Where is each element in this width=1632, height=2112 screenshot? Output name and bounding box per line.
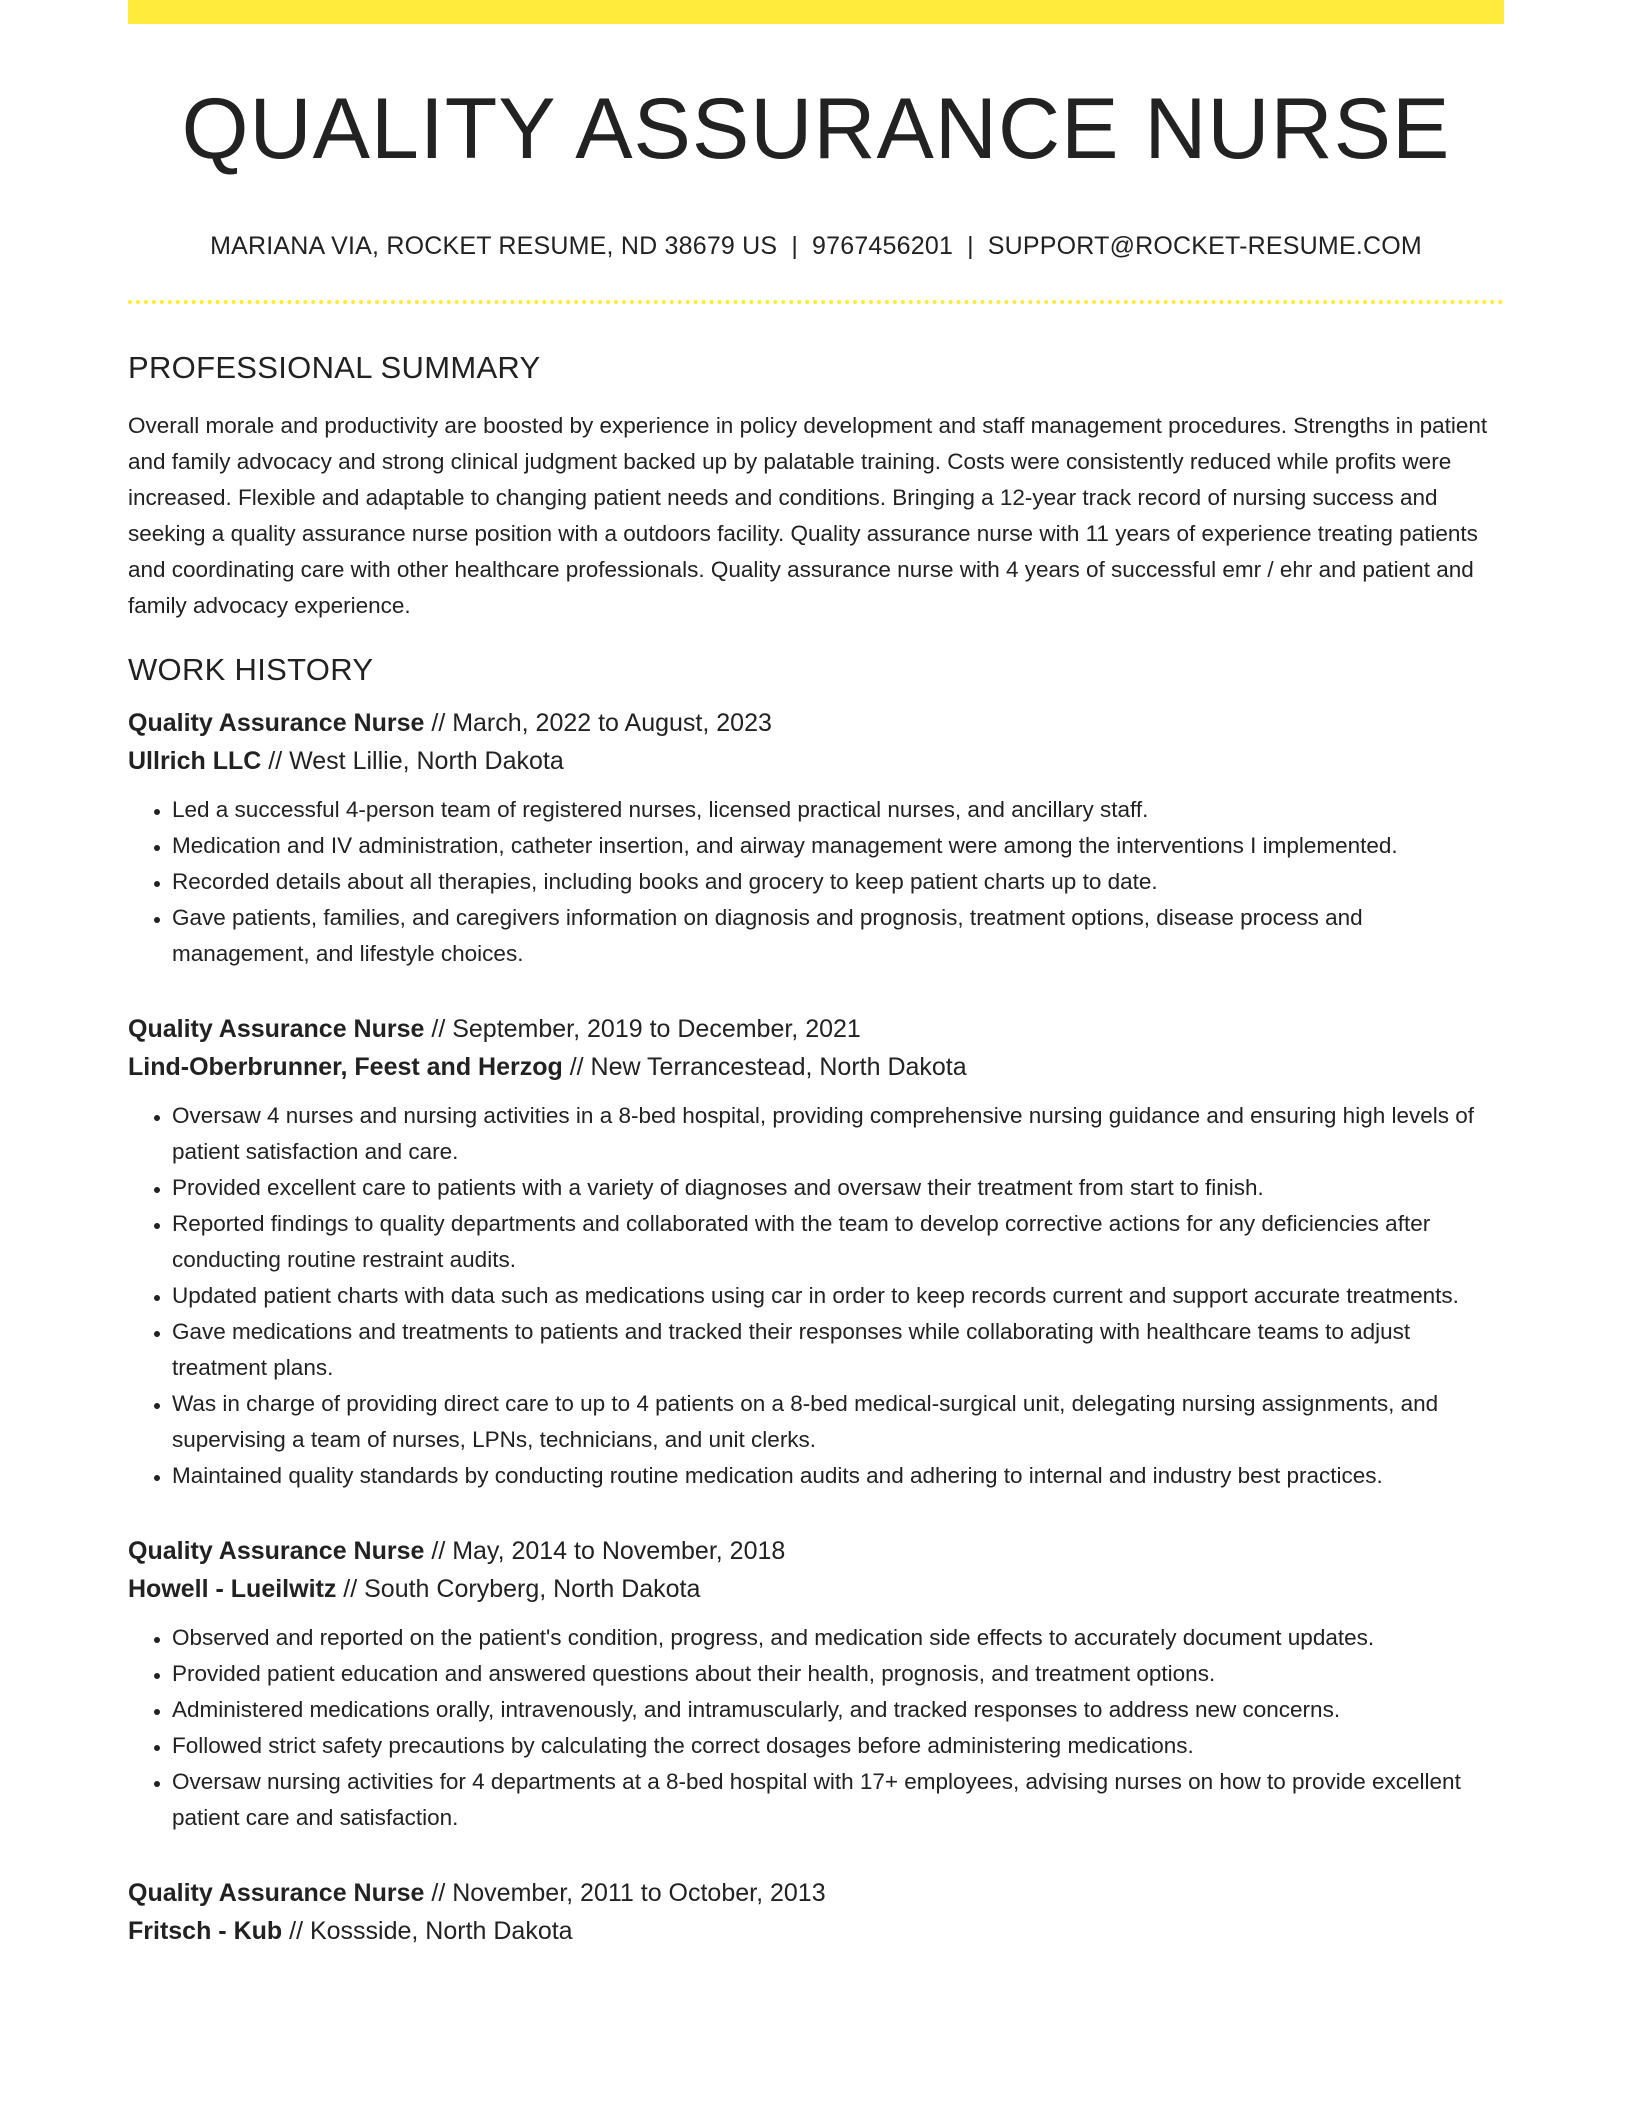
job-bullet: • Provided excellent care to patients with a variety of diagnoses and oversaw their treatment from start to finish.: [172, 1170, 1504, 1206]
job-title-line: [128, 1874, 1504, 1912]
job-bullet: • Led a successful 4-person team of registered nurses, licensed practical nurses, and ancillary staff.: [172, 792, 1504, 828]
job-entry: [128, 704, 1504, 972]
contact-separator: |: [967, 232, 974, 260]
job-location: // Kossside, North Dakota: [282, 1917, 573, 1945]
job-bullet: • Recorded details about all therapies, including books and grocery to keep patient charts up to date.: [172, 864, 1504, 900]
job-company-line: [128, 1048, 1504, 1086]
job-title: Quality Assurance Nurse: [128, 1015, 425, 1043]
job-bullet: • Oversaw nursing activities for 4 departments at a 8-bed hospital with 17+ employees, advising nurses on how to provide excellent patient care and satisfaction.: [172, 1764, 1504, 1836]
job-title-line: [128, 704, 1504, 742]
job-company-line: [128, 1912, 1504, 1950]
job-company: Howell - Lueilwitz: [128, 1575, 337, 1603]
work-history-list: [128, 704, 1504, 1950]
job-dates: // September, 2019 to December, 2021: [424, 1015, 861, 1043]
job-company: Ullrich LLC: [128, 747, 262, 775]
contact-line: [128, 230, 1504, 262]
job-bullet: • Oversaw 4 nurses and nursing activities in a 8-bed hospital, providing comprehensive nursing guidance and ensuring high levels of patient satisfaction and care.: [172, 1098, 1504, 1170]
job-title: Quality Assurance Nurse: [128, 709, 425, 737]
contact-phone: 9767456201: [812, 232, 954, 260]
job-bullet: • Gave patients, families, and caregivers information on diagnosis and prognosis, treatment options, disease process and management, and lifestyle choices.: [172, 900, 1504, 972]
summary-text: Overall morale and productivity are boosted by experience in policy development and staff management procedures. Strengths in patient and family advocacy and strong clinical judgment backed up by palatable training. Costs were consistently reduced while profits were increased. Flexible and adaptable to changing patient needs and conditions. Bringing a 12-year track record of nursing success and seeking a quality assurance nurse position with a outdoors facility. Quality assurance nurse with 11 years of experience treating patients and coordinating care with other healthcare professionals. Quality assurance nurse with 4 years of successful emr / ehr and patient and family advocacy experience.: [128, 413, 1488, 618]
page-title: QUALITY ASSURANCE NURSE: [181, 81, 1451, 177]
job-bullet: • Maintained quality standards by conducting routine medication audits and adhering to internal and industry best practices.: [172, 1458, 1504, 1494]
contact-address: MARIANA VIA, ROCKET RESUME, ND 38679 US: [210, 232, 778, 260]
job-bullet: • Updated patient charts with data such as medications using car in order to keep records current and support accurate treatments.: [172, 1278, 1504, 1314]
job-bullet: • Medication and IV administration, catheter insertion, and airway management were among the interventions I implemented.: [172, 828, 1504, 864]
job-location: // South Coryberg, North Dakota: [336, 1575, 701, 1603]
job-entry: [128, 1010, 1504, 1494]
job-bullet: • Administered medications orally, intravenously, and intramuscularly, and tracked responses to address new concerns.: [172, 1692, 1504, 1728]
job-location: // New Terrancestead, North Dakota: [562, 1053, 967, 1081]
job-bullet-list: [128, 1098, 1504, 1494]
job-title-line: [128, 1010, 1504, 1048]
job-title-line: [128, 1532, 1504, 1570]
summary-heading: PROFESSIONAL SUMMARY: [128, 350, 541, 385]
job-bullet: • Followed strict safety precautions by calculating the correct dosages before administering medications.: [172, 1728, 1504, 1764]
resume-content: [128, 0, 1504, 1950]
job-company-line: [128, 1570, 1504, 1608]
job-dates: // May, 2014 to November, 2018: [424, 1537, 786, 1565]
job-company-line: [128, 742, 1504, 780]
contact-separator: |: [791, 232, 799, 260]
dotted-divider: [128, 300, 1504, 304]
job-entry: [128, 1532, 1504, 1836]
contact-email: SUPPORT@ROCKET-RESUME.COM: [987, 232, 1422, 260]
job-dates: // November, 2011 to October, 2013: [424, 1879, 826, 1907]
job-bullet: • Reported findings to quality departments and collaborated with the team to develop corrective actions for any deficiencies after conducting routine restraint audits.: [172, 1206, 1504, 1278]
job-title: Quality Assurance Nurse: [128, 1537, 425, 1565]
job-location: // West Lillie, North Dakota: [261, 747, 564, 775]
job-company: Lind-Oberbrunner, Feest and Herzog: [128, 1053, 563, 1081]
job-title: Quality Assurance Nurse: [128, 1879, 425, 1907]
work-history-heading: WORK HISTORY: [128, 652, 374, 687]
job-bullet: • Provided patient education and answered questions about their health, prognosis, and treatment options.: [172, 1656, 1504, 1692]
job-dates: // March, 2022 to August, 2023: [424, 709, 772, 737]
job-bullet-list: [128, 1620, 1504, 1836]
job-bullet-list: [128, 792, 1504, 972]
job-bullet: • Observed and reported on the patient's condition, progress, and medication side effects to accurately document updates.: [172, 1620, 1504, 1656]
job-bullet: • Was in charge of providing direct care to up to 4 patients on a 8-bed medical-surgical unit, delegating nursing assignments, and supervising a team of nurses, LPNs, technicians, and unit clerks.: [172, 1386, 1504, 1458]
job-bullet: • Gave medications and treatments to patients and tracked their responses while collaborating with healthcare teams to adjust treatment plans.: [172, 1314, 1504, 1386]
job-entry: [128, 1874, 1504, 1950]
job-company: Fritsch - Kub: [128, 1917, 283, 1945]
